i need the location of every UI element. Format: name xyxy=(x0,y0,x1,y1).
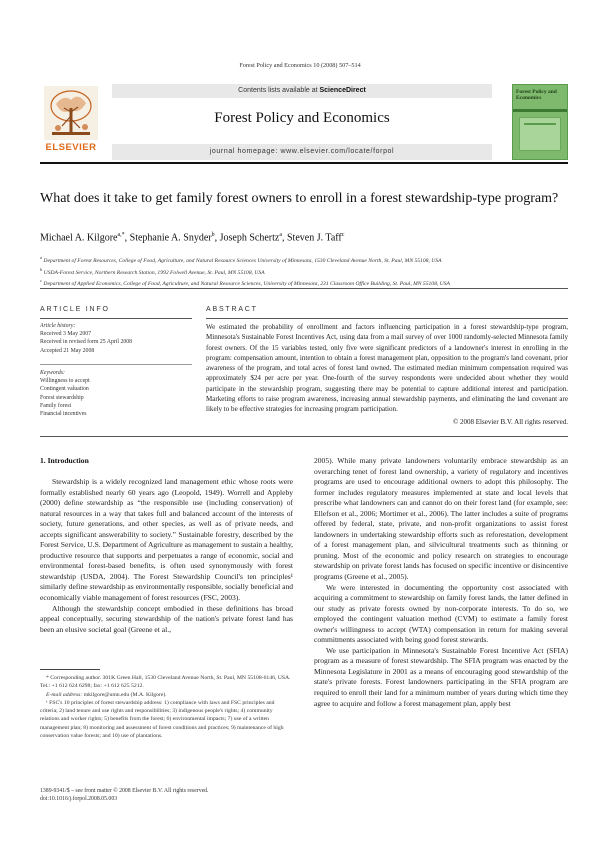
keyword[interactable]: Contingent valuation xyxy=(40,386,89,393)
cover-art xyxy=(519,117,561,151)
author-name[interactable]: Stephanie A. Snyder xyxy=(129,232,212,244)
journal-masthead xyxy=(40,84,568,160)
footnote-corresponding: * Corresponding author. 301K Green Hall, 1530 Cleveland Avenue North, St. Paul, MN 55108-6146, USA. Tel.: +1 612 624 6298; fax: +1 612 625 5212. xyxy=(40,675,291,690)
elsevier-logo[interactable] xyxy=(40,84,102,160)
author-list: Michael A. Kilgore$^{a,*}$, Stephanie A. Snyder$^b$, Joseph Schertz$^a$, Steven J. Taff$^c$ xyxy=(40,232,345,244)
abstract-copyright: © 2008 Elsevier B.V. All rights reserved. xyxy=(452,418,568,426)
keyword[interactable]: Financial incentives xyxy=(40,411,87,418)
author-name[interactable]: Steven J. Taff xyxy=(286,232,342,244)
keywords xyxy=(40,369,190,418)
sciencedirect-link[interactable]: ScienceDirect xyxy=(319,87,366,94)
footnote-email: E-mail address: mkilgore@umn.edu (M.A. Kilgore). xyxy=(46,691,167,698)
affiliation-line: $^a$ Department of Forest Resources, College of Food, Agriculture, and Natural Resource Sciences University of Minnesota, 1530 Cleveland Avenue North, St. Paul, MN 55108, USA xyxy=(40,255,442,264)
body-paragraph: Although the stewardship concept embodied in these definitions has broad appeal conceptually, securing stewardship of the nation's private forest land has been an elusive societal goal (Greene et al., xyxy=(40,603,293,634)
abstract-end-rule xyxy=(40,436,568,437)
section-heading: 1. Introduction xyxy=(40,456,89,465)
body-column-left xyxy=(40,477,293,635)
footnote-rule xyxy=(40,669,100,670)
journal-cover-thumbnail[interactable] xyxy=(512,84,568,160)
cover-title: Forest Policy and Economics xyxy=(516,89,557,102)
abstract-heading: ABSTRACT xyxy=(206,306,258,313)
keyword[interactable]: Willingness to accept xyxy=(40,378,90,385)
affiliations-rule xyxy=(40,288,568,289)
article-history xyxy=(40,322,190,355)
body-paragraph: Stewardship is a widely recognized land management ethic whose roots were formally established nearly 60 years ago (Leopold, 1949). Worrell and Appleby (2000) define stewardship as “the responsible use (including conservation) of natural resources in a way that takes full and balanced account of the interests of society, future generations, and other species, as well as of private needs, and accepts significant answerability to society.” Sustainable forestry, described by the Forest Service, U.S. Department of Agriculture as management to sustain a healthy, productive resource that supports and perpetuates a range of economic, social and environmental forest-based benefits, is often used synonymously with forest stewardship (USDA, 2004). The Forest Stewardship Council's ten principles¹ similarly define stewardship as environmentally responsible, socially beneficial and economically viable management of forest resources (FSC, 2003). xyxy=(40,477,293,603)
article-title: What does it take to get family forest owners to enroll in a forest stewardship-type program? xyxy=(40,191,559,206)
issn-line: 1389-9341/$ – see front matter © 2008 Elsevier B.V. All rights reserved. xyxy=(40,788,209,794)
article-info-rule xyxy=(40,318,192,319)
homepage-link[interactable]: www.elsevier.com/locate/forpol xyxy=(280,148,395,155)
abstract-rule xyxy=(206,318,568,319)
contents-prefix: Contents lists available at xyxy=(238,87,320,94)
history-item: Received in revised form 25 April 2008 xyxy=(40,339,133,346)
article-info-heading: ARTICLE INFO xyxy=(40,306,110,313)
history-item: Accepted 21 May 2008 xyxy=(40,347,95,354)
keyword[interactable]: Forest stewardship xyxy=(40,394,84,401)
homepage-prefix: journal homepage: xyxy=(209,148,281,155)
masthead-rule xyxy=(40,162,568,164)
author-name[interactable]: Michael A. Kilgore xyxy=(40,232,118,244)
journal-banner xyxy=(112,84,492,160)
affiliation-line: $^b$ USDA-Forest Service, Northern Research Station, 1992 Folwell Avenue, St. Paul, MN 55108, USA xyxy=(40,266,265,276)
elsevier-wordmark: ELSEVIER xyxy=(45,142,97,153)
body-paragraph: We were interested in documenting the opportunity cost associated with acquiring a commitment to stewardship on family forest lands, the latter defined in our study as private forests owned by non-corporate interests. To do so, we employed the contingent valuation method (CVM) to estimate a family forest owner's willingness to accept (WTA) compensation in return for making several commitments associated with being good forest stewards. xyxy=(314,582,568,645)
body-paragraph: We use participation in Minnesota's Sustainable Forest Incentive Act (SFIA) program as a measure of forest stewardship. The SFIA program was enacted by the Minnesota Legislature in 2001 as a means of encouraging good stewardship of the state's private forests. Forest landowners participating in the SFIA program are required to enroll their land for a minimum number of years during which time they agree to acquire and follow a forest management plan, apply best xyxy=(314,645,568,708)
author-sup: c xyxy=(341,232,345,238)
issn-block xyxy=(40,787,292,804)
author-name[interactable]: Joseph Schertz xyxy=(219,232,280,244)
author-sup: a xyxy=(279,232,282,238)
body-paragraph: 2005). While many private landowners voluntarily embrace stewardship as an overarching tenet of forest land ownership, a variety of regulatory and incentives programs are used to encourage additional owners to adopt this philosophy. The former includes regulatory measures implemented at state and local levels that prescribe what landowners can and cannot do on their forest land (for example, see: Ellefson et al., 2006; Mortimer et al., 2006). The latter includes a suite of programs offered by federal, state, private, and non-profit organizations to assist forest landowners in undertaking stewardship efforts such as reforestation, development of a forest management plan, and silvicultural treatments such as thinning or pruning. Most of the economic and policy research on strategies to encourage stewardship on private forest lands has focused on specific incentive or disincentive programs (Greene et al., 2005). xyxy=(314,456,568,582)
journal-title: Forest Policy and Economics xyxy=(214,110,390,126)
author-sup: a,* xyxy=(117,232,125,238)
contents-bar xyxy=(112,84,492,98)
running-head: Forest Policy and Economics 10 (2008) 507–514 xyxy=(239,62,361,69)
footnote-fsc: ¹ FSC's 10 principles of forest stewardship address: 1) compliance with laws and FSC principles and criteria; 2) land tenure and use rights and responsibilities; 3) indigenous people's rights; 4) community relations and worker rights; 5) benefits from the forest; 6) environmental impacts; 7) use of a written management plan; 8) monitoring and assessment of forest conditions and practices; 9) maintenance of high conservation value forests; and 10) use of plantations. xyxy=(40,699,284,740)
history-rule xyxy=(40,364,192,365)
journal-homepage-bar xyxy=(112,144,492,160)
email-link[interactable]: mkilgore@umn.edu (M.A. Kilgore). xyxy=(83,691,167,698)
affiliation-line: $^c$ Department of Applied Economics, College of Food, Agriculture, and Natural Resource Sciences, University of Minnesota, 231 Classroom Office Building, St. Paul, MN 55108, USA xyxy=(40,278,450,288)
history-item: Received 3 May 2007 xyxy=(40,331,92,338)
affiliations xyxy=(40,254,568,289)
history-label: Article history: xyxy=(40,323,76,329)
doi-link[interactable]: doi:10.1016/j.forpol.2008.05.003 xyxy=(40,796,118,803)
keyword[interactable]: Family forest xyxy=(40,402,72,409)
cover-band xyxy=(513,109,567,112)
elsevier-tree-icon xyxy=(44,86,98,140)
abstract-text: We estimated the probability of enrollment and factors influencing participation in a forest stewardship-type program, Minnesota's Sustainable Forest Incentives Act, using data from a mail survey of over 1000 randomly-selected Minnesota family forest owners. Of the 15 variables tested, only five were significant predictors of a landowner's interest in enrolling in the program: compensation amount, intention to obtain a forest management plan, opposition to the program's land covenant, prior awareness of the program, and total acres of forest land owned. The estimated median minimum compensation required was approximately $24 per acre per year. One-fourth of the survey respondents were undecided about whether they would participate in the stewardship program, suggesting there may be potential to capture additional interest and participation. Marketing efforts to raise program awareness, increasing annual stewardship payments, and eliminating the land covenant are likely to be effective strategies for increasing program participation. xyxy=(206,323,568,414)
author-sup: b xyxy=(211,232,215,238)
keywords-label: Keywords: xyxy=(40,370,65,376)
footnotes xyxy=(40,674,292,740)
body-column-right xyxy=(314,456,568,709)
